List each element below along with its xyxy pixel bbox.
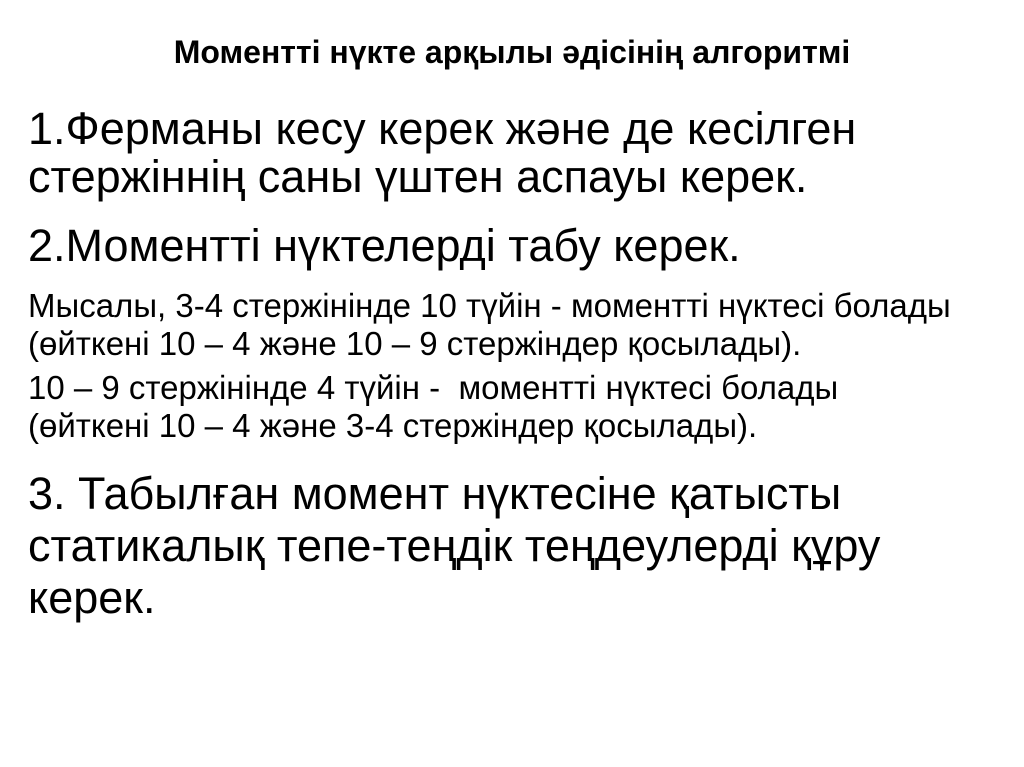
slide-title: Моментті нүкте арқылы әдісінің алгоритмі	[173, 34, 851, 70]
paragraph-example-2: 10 – 9 стержінінде 4 түйін - моментті нүктесі болады (өйткені 10 – 4 және 3-4 стержіндер қосылады).	[28, 369, 848, 444]
paragraph-step-2: 2.Моментті нүктелерді табу керек.	[28, 220, 741, 271]
paragraph-example-1: Мысалы, 3-4 стержінінде 10 түйін - моментті нүктесі болады (өйткені 10 – 4 және 10 – 9 стержіндер қосылады).	[28, 287, 960, 362]
paragraph-step-3: 3. Табылған момент нүктесіне қатысты статикалық тепе-теңдік теңдеулерді құру керек.	[28, 468, 893, 623]
paragraph-step-1: 1.Ферманы кесу керек және де кесілген стержіннің саны үштен аспауы керек.	[28, 103, 869, 202]
